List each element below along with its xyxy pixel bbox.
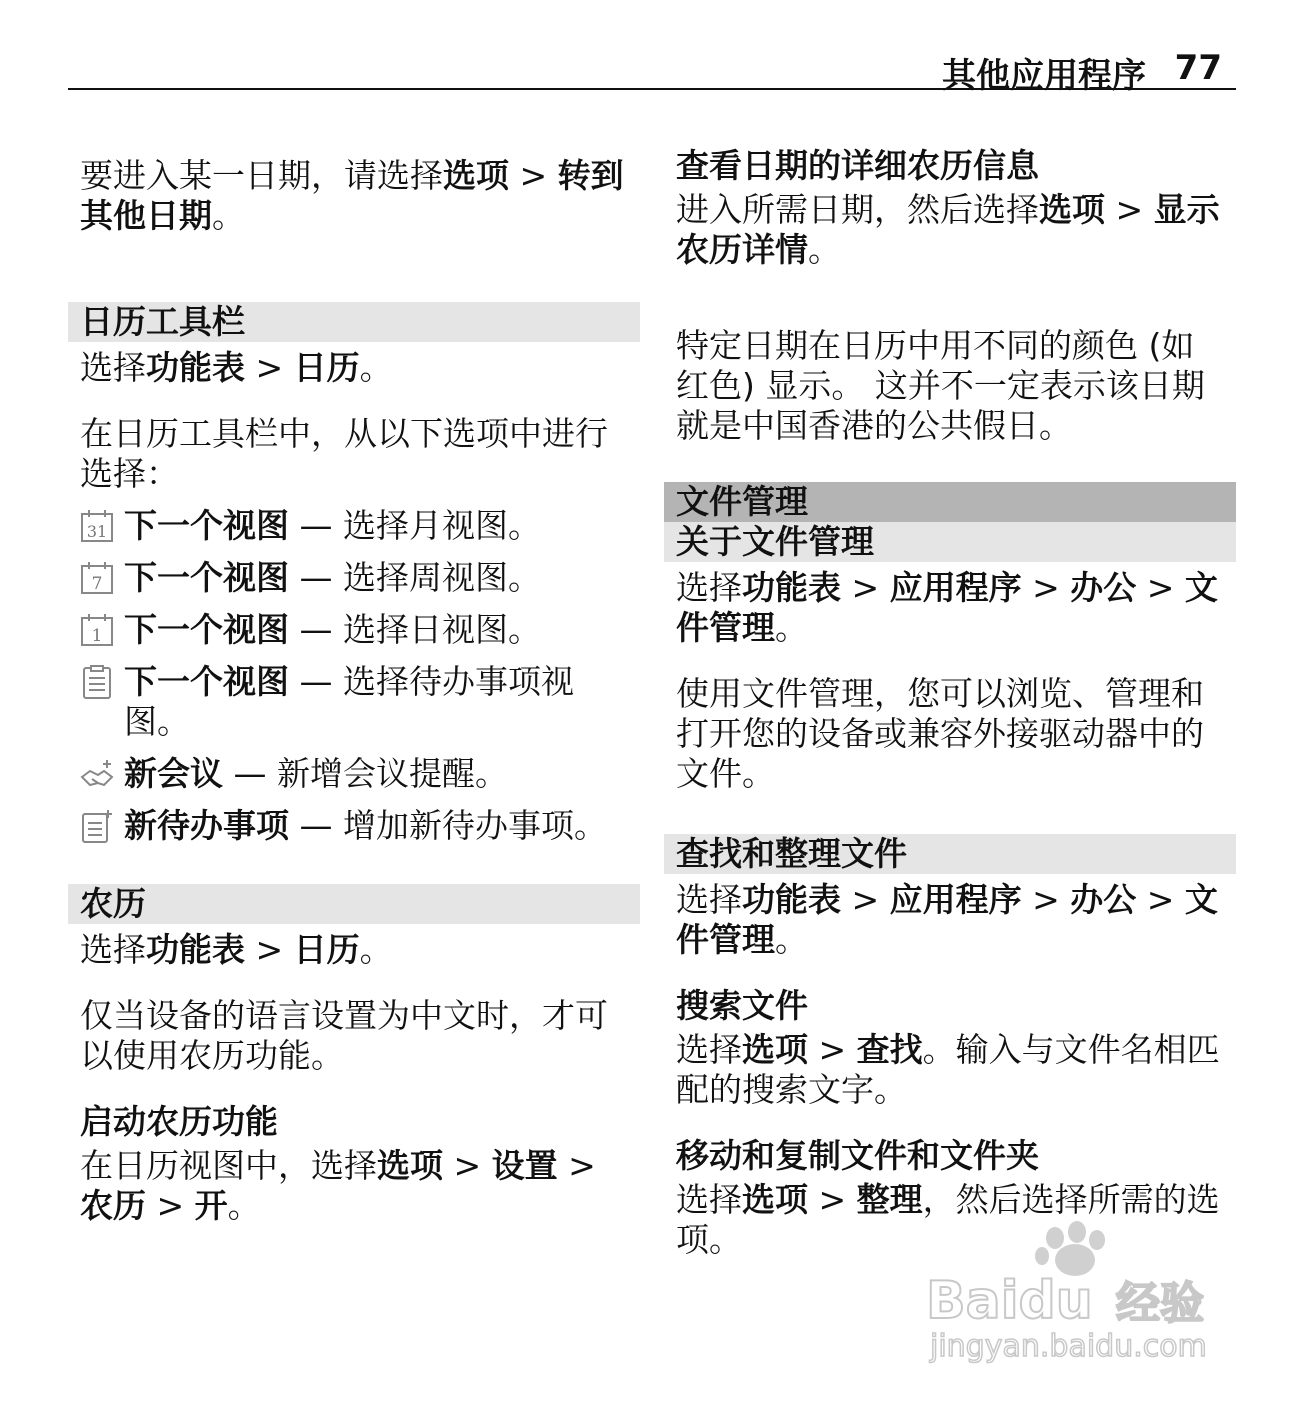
- new-todo-icon: [80, 809, 114, 843]
- find-organize-heading: 查找和整理文件: [664, 834, 1236, 874]
- calendar-month-icon: [80, 509, 114, 543]
- find-organize-menu-path: 选择功能表 > 应用程序 > 办公 > 文件管理。: [676, 880, 1218, 959]
- holiday-color-note: 特定日期在日历中用不同的颜色 (如红色) 显示。 这并不一定表示该日期就是中国香港的公共假日。: [676, 326, 1205, 445]
- lunar-menu-path: 选择功能表 > 日历。: [80, 930, 393, 969]
- toolbar-item-week-view: 7 下一个视图 — 选择周视图。: [68, 558, 640, 598]
- enable-lunar-instruction: 在日历视图中，选择选项 > 设置 > 农历 > 开。: [80, 1146, 596, 1225]
- svg-text:7: 7: [91, 574, 103, 594]
- section-heading-lunar: 农历: [68, 884, 640, 924]
- toolbar-item-new-todo: 新待办事项 — 增加新待办事项。: [68, 806, 640, 846]
- watermark-url: jingyan.baidu.com: [930, 1329, 1207, 1364]
- toolbar-description: 在日历工具栏中，从以下选项中进行选择：: [80, 414, 608, 493]
- file-manager-description: 使用文件管理，您可以浏览、管理和打开您的设备或兼容外接驱动器中的文件。: [676, 674, 1204, 793]
- left-column: [68, 150, 640, 1226]
- section-heading-calendar-toolbar: 日历工具栏: [68, 302, 640, 342]
- file-manager-menu-path: 选择功能表 > 应用程序 > 办公 > 文件管理。: [676, 568, 1218, 647]
- about-file-manager-heading: 关于文件管理: [664, 522, 1236, 562]
- calendar-week-icon: [80, 561, 114, 595]
- toolbar-item-new-meeting: 新会议 — 新增会议提醒。: [68, 754, 640, 794]
- paw-logo-icon: [1035, 1221, 1105, 1276]
- right-column: [664, 146, 1236, 1260]
- enable-lunar-heading: 启动农历功能: [80, 1102, 278, 1141]
- lunar-detail-instruction: 进入所需日期，然后选择选项 > 显示农历详情。: [676, 190, 1220, 269]
- watermark-brand: Baidu: [926, 1271, 1093, 1331]
- calendar-day-icon: [80, 613, 114, 647]
- watermark-brand-cn: 经验: [1116, 1278, 1204, 1329]
- toolbar-menu-path: 选择功能表 > 日历。: [80, 348, 393, 387]
- toolbar-item-day-view: 1 下一个视图 — 选择日视图。: [68, 610, 640, 650]
- page-header: [68, 40, 1236, 96]
- page-number: 77: [1174, 48, 1222, 88]
- toolbar-item-month-view: 31 下一个视图 — 选择月视图。: [68, 506, 640, 546]
- search-files-instruction: 选择选项 > 查找。输入与文件名相匹配的搜索文字。: [676, 1030, 1220, 1109]
- svg-text:1: 1: [91, 626, 103, 646]
- section-heading-file-manager: 文件管理: [664, 482, 1236, 522]
- baidu-jingyan-watermark: [922, 1218, 1232, 1368]
- chapter-title: 其他应用程序: [942, 56, 1146, 96]
- search-files-heading: 搜索文件: [676, 986, 808, 1025]
- new-meeting-icon: [80, 757, 114, 791]
- todo-list-icon: [80, 665, 114, 699]
- move-copy-heading: 移动和复制文件和文件夹: [676, 1136, 1039, 1175]
- lunar-language-note: 仅当设备的语言设置为中文时，才可以使用农历功能。: [80, 996, 608, 1075]
- svg-text:31: 31: [86, 522, 108, 541]
- move-copy-instruction: 选择选项 > 整理，然后选择所需的选项。: [676, 1180, 1220, 1259]
- toolbar-item-todo-view: 下一个视图 — 选择待办事项视图。: [68, 662, 640, 742]
- goto-date-instruction: 要进入某一日期，请选择选项 > 转到其他日期。: [80, 156, 624, 235]
- lunar-detail-heading: 查看日期的详细农历信息: [676, 146, 1039, 185]
